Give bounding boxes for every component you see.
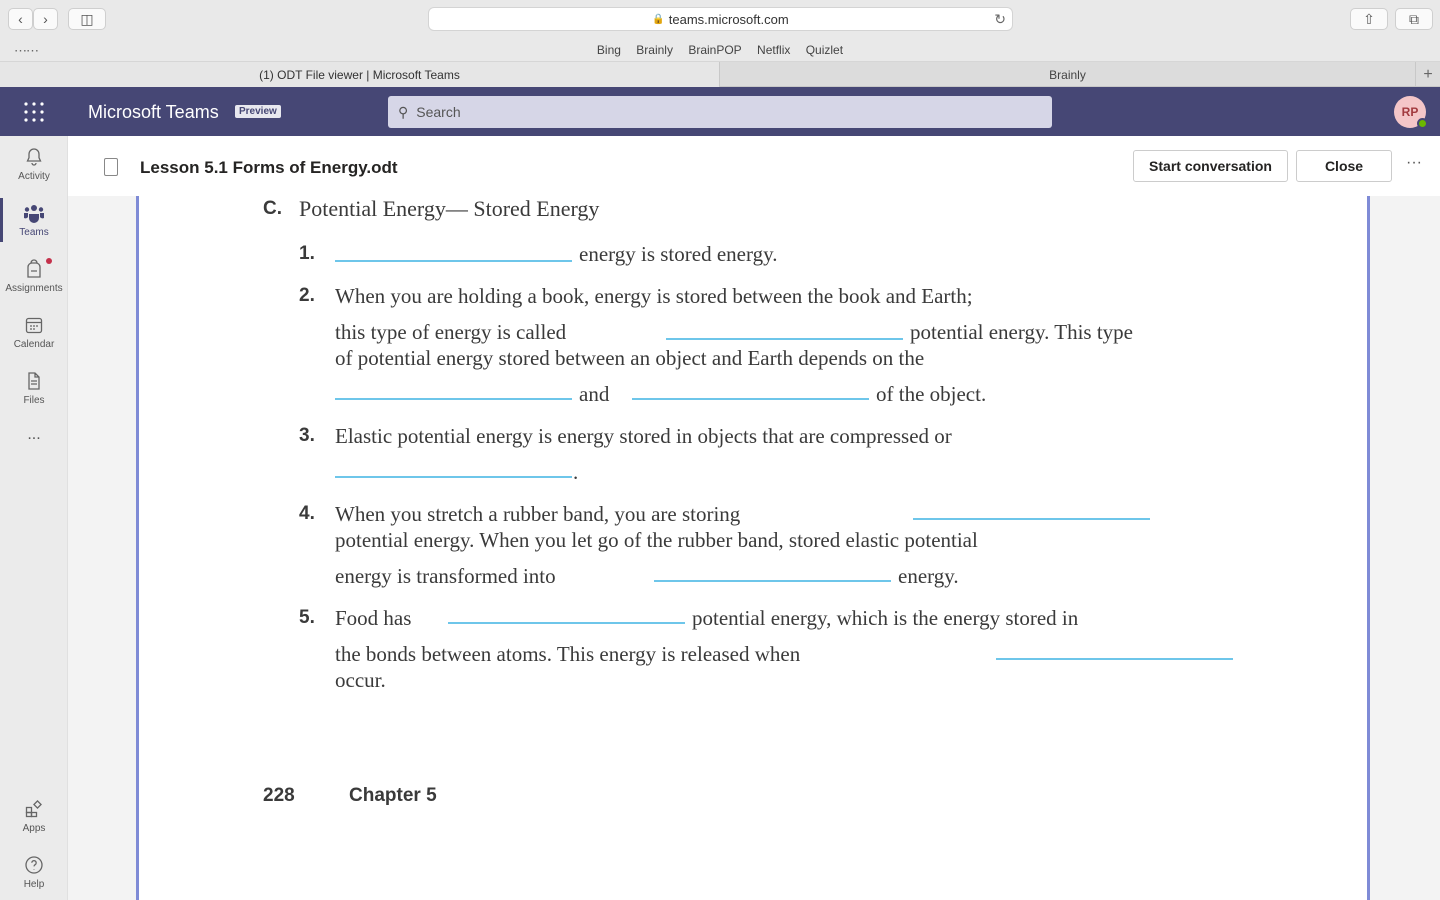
answer-blank[interactable] xyxy=(335,398,572,400)
question-text: and xyxy=(579,382,610,406)
rail-item-apps[interactable] xyxy=(0,788,68,844)
document-viewer[interactable] xyxy=(68,196,1440,900)
favorite-netflix[interactable]: Netflix xyxy=(757,43,791,57)
file-icon xyxy=(24,370,44,392)
answer-blank[interactable] xyxy=(632,398,869,400)
answer-blank[interactable] xyxy=(335,260,572,262)
favorites-bar xyxy=(0,38,1440,62)
notification-dot xyxy=(46,258,52,264)
rail-item-teams[interactable] xyxy=(0,192,68,248)
question-text: When you are holding a book, energy is stored between the book and Earth; xyxy=(335,284,973,308)
question-text: Elastic potential energy is energy stored in objects that are compressed or xyxy=(335,424,952,448)
question-text: of the object. xyxy=(876,382,987,406)
presence-available-icon xyxy=(1417,118,1428,129)
rail-label: Teams xyxy=(19,227,49,238)
answer-blank[interactable] xyxy=(996,658,1233,660)
file-header xyxy=(68,136,1440,196)
document-icon xyxy=(104,158,118,176)
help-icon xyxy=(24,854,44,876)
question-number: 1. xyxy=(299,243,315,264)
answer-blank[interactable] xyxy=(335,476,572,478)
close-button[interactable]: Close xyxy=(1296,150,1392,182)
section-title: Potential Energy— Stored Energy xyxy=(299,196,600,221)
app-rail xyxy=(0,136,68,900)
rail-item-files[interactable] xyxy=(0,360,68,416)
rail-item-help[interactable] xyxy=(0,844,68,900)
bell-icon xyxy=(24,146,44,168)
rail-label: Files xyxy=(23,395,45,406)
rail-item-calendar[interactable] xyxy=(0,304,68,360)
favorite-brainly[interactable]: Brainly xyxy=(636,43,673,57)
favorite-brainpop[interactable]: BrainPOP xyxy=(688,43,742,57)
page-number: 228 xyxy=(263,785,295,806)
favorite-bing[interactable]: Bing xyxy=(596,43,621,57)
address-bar[interactable] xyxy=(428,7,1013,31)
browser-toolbar xyxy=(0,0,1440,38)
tab-brainly[interactable]: Brainly xyxy=(1049,67,1086,82)
question-number: 4. xyxy=(299,503,315,524)
question-text: the bonds between atoms. This energy is released when xyxy=(335,642,801,666)
reload-icon[interactable]: ↻ xyxy=(994,11,1006,27)
search-box[interactable] xyxy=(388,96,1052,128)
rail-label: Help xyxy=(23,879,45,890)
browser-tab-bar xyxy=(0,62,1440,87)
sidebar-toggle-icon[interactable]: ◫ xyxy=(68,8,106,30)
question-text: occur. xyxy=(335,668,386,692)
app-launcher-icon[interactable] xyxy=(22,100,46,124)
answer-blank[interactable] xyxy=(913,518,1150,520)
rail-item-activity[interactable] xyxy=(0,136,68,192)
rail-label: Activity xyxy=(18,171,50,182)
tab-teams[interactable]: (1) ODT File viewer | Microsoft Teams xyxy=(0,62,720,87)
question-text: energy. xyxy=(898,564,959,588)
question-text: potential energy. When you let go of the rubber band, stored elastic potential xyxy=(335,528,978,552)
rail-label: Assignments xyxy=(5,283,63,294)
search-input[interactable] xyxy=(416,104,1016,120)
rail-label: Calendar xyxy=(13,339,55,350)
back-icon[interactable]: ‹ xyxy=(8,8,33,30)
question-text: . xyxy=(573,460,579,484)
more-options-icon[interactable]: ··· xyxy=(1406,154,1422,171)
teams-header xyxy=(0,87,1440,136)
grid-icon[interactable]: ⋯⋯ xyxy=(14,43,38,58)
question-text: energy is stored energy. xyxy=(579,242,778,266)
question-text: Food has xyxy=(335,606,412,630)
url-text: teams.microsoft.com xyxy=(668,11,789,27)
tabs-overview-icon[interactable]: ⧉ xyxy=(1395,8,1433,30)
answer-blank[interactable] xyxy=(654,580,891,582)
forward-icon[interactable]: › xyxy=(33,8,58,30)
rail-label: Apps xyxy=(22,823,46,834)
avatar-initials: RP xyxy=(1401,105,1419,119)
avatar[interactable] xyxy=(1394,96,1426,128)
backpack-icon xyxy=(24,258,44,280)
question-text: energy is transformed into xyxy=(335,564,556,588)
rail-item-assignments[interactable] xyxy=(0,248,68,304)
question-text: potential energy, which is the energy stored in xyxy=(692,606,1079,630)
calendar-icon xyxy=(24,314,44,336)
section-letter: C. xyxy=(263,198,282,219)
app-title: Microsoft Teams xyxy=(88,102,219,122)
question-text: this type of energy is called xyxy=(335,320,567,344)
preview-badge: Preview xyxy=(235,105,281,118)
apps-icon xyxy=(24,798,44,820)
share-icon[interactable]: ⇧ xyxy=(1350,8,1388,30)
answer-blank[interactable] xyxy=(448,622,685,624)
more-icon: ... xyxy=(27,425,41,443)
question-text: of potential energy stored between an object and Earth depends on the xyxy=(335,346,925,370)
lock-icon: 🔒 xyxy=(652,13,665,25)
question-text: potential energy. This type xyxy=(910,320,1133,344)
new-tab-icon[interactable]: + xyxy=(1415,62,1440,87)
question-number: 3. xyxy=(299,425,315,446)
question-number: 5. xyxy=(299,607,315,628)
question-number: 2. xyxy=(299,285,315,306)
question-text: When you stretch a rubber band, you are storing xyxy=(335,502,741,526)
rail-item-more[interactable] xyxy=(0,416,68,456)
answer-blank[interactable] xyxy=(666,338,903,340)
start-conversation-button[interactable]: Start conversation xyxy=(1133,150,1288,182)
chapter-label: Chapter 5 xyxy=(349,785,437,806)
favorite-quizlet[interactable]: Quizlet xyxy=(805,43,844,57)
file-title: Lesson 5.1 Forms of Energy.odt xyxy=(140,158,398,177)
teams-icon xyxy=(23,202,45,224)
document-page xyxy=(136,196,1370,900)
search-icon: ⚲ xyxy=(398,103,409,120)
